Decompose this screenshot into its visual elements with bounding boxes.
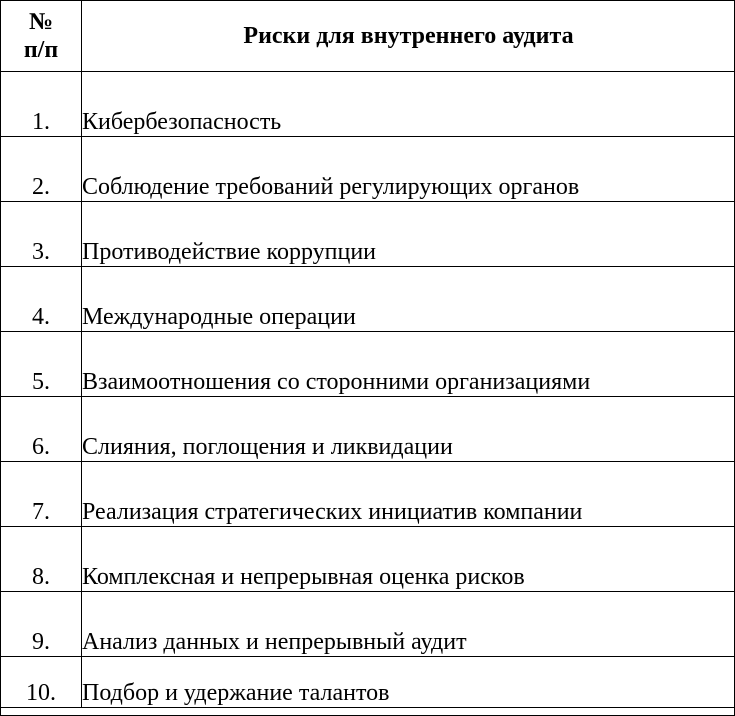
row-number: 4.: [1, 267, 82, 332]
row-number: 6.: [1, 397, 82, 462]
table-row: [1, 592, 735, 657]
table-row: [1, 267, 735, 332]
table-row: [1, 527, 735, 592]
row-number: 5.: [1, 332, 82, 397]
row-number: 8.: [1, 527, 82, 592]
risk-name: Подбор и удержание талантов: [82, 657, 735, 708]
row-number: 9.: [1, 592, 82, 657]
risk-name: Комплексная и непрерывная оценка рисков: [82, 527, 735, 592]
table-row: [1, 332, 735, 397]
risk-name: Слияния, поглощения и ликвидации: [82, 397, 735, 462]
table-row: [1, 657, 735, 708]
table-row: [1, 72, 735, 137]
risk-name: Противодействие коррупции: [82, 202, 735, 267]
table-row: [1, 137, 735, 202]
table-row: [1, 202, 735, 267]
risk-name: Соблюдение требований регулирующих органов: [82, 137, 735, 202]
risk-name: Кибербезопасность: [82, 72, 735, 137]
table-row: [1, 397, 735, 462]
risk-name: Реализация стратегических инициатив компании: [82, 462, 735, 527]
number-sign: №: [28, 9, 54, 35]
risk-column-header: Риски для внутреннего аудита: [82, 1, 735, 72]
row-number: 7.: [1, 462, 82, 527]
risk-name: Анализ данных и непрерывный аудит: [82, 592, 735, 657]
row-number: 2.: [1, 137, 82, 202]
number-column-header: [1, 1, 82, 72]
number-abbrev: п/п: [23, 37, 59, 63]
row-number: 10.: [1, 657, 82, 708]
risk-name: Международные операции: [82, 267, 735, 332]
row-number: 3.: [1, 202, 82, 267]
risk-name: Взаимоотношения со сторонними организациями: [82, 332, 735, 397]
row-number: 1.: [1, 72, 82, 137]
table-row: [1, 462, 735, 527]
table-header-row: [1, 1, 735, 72]
